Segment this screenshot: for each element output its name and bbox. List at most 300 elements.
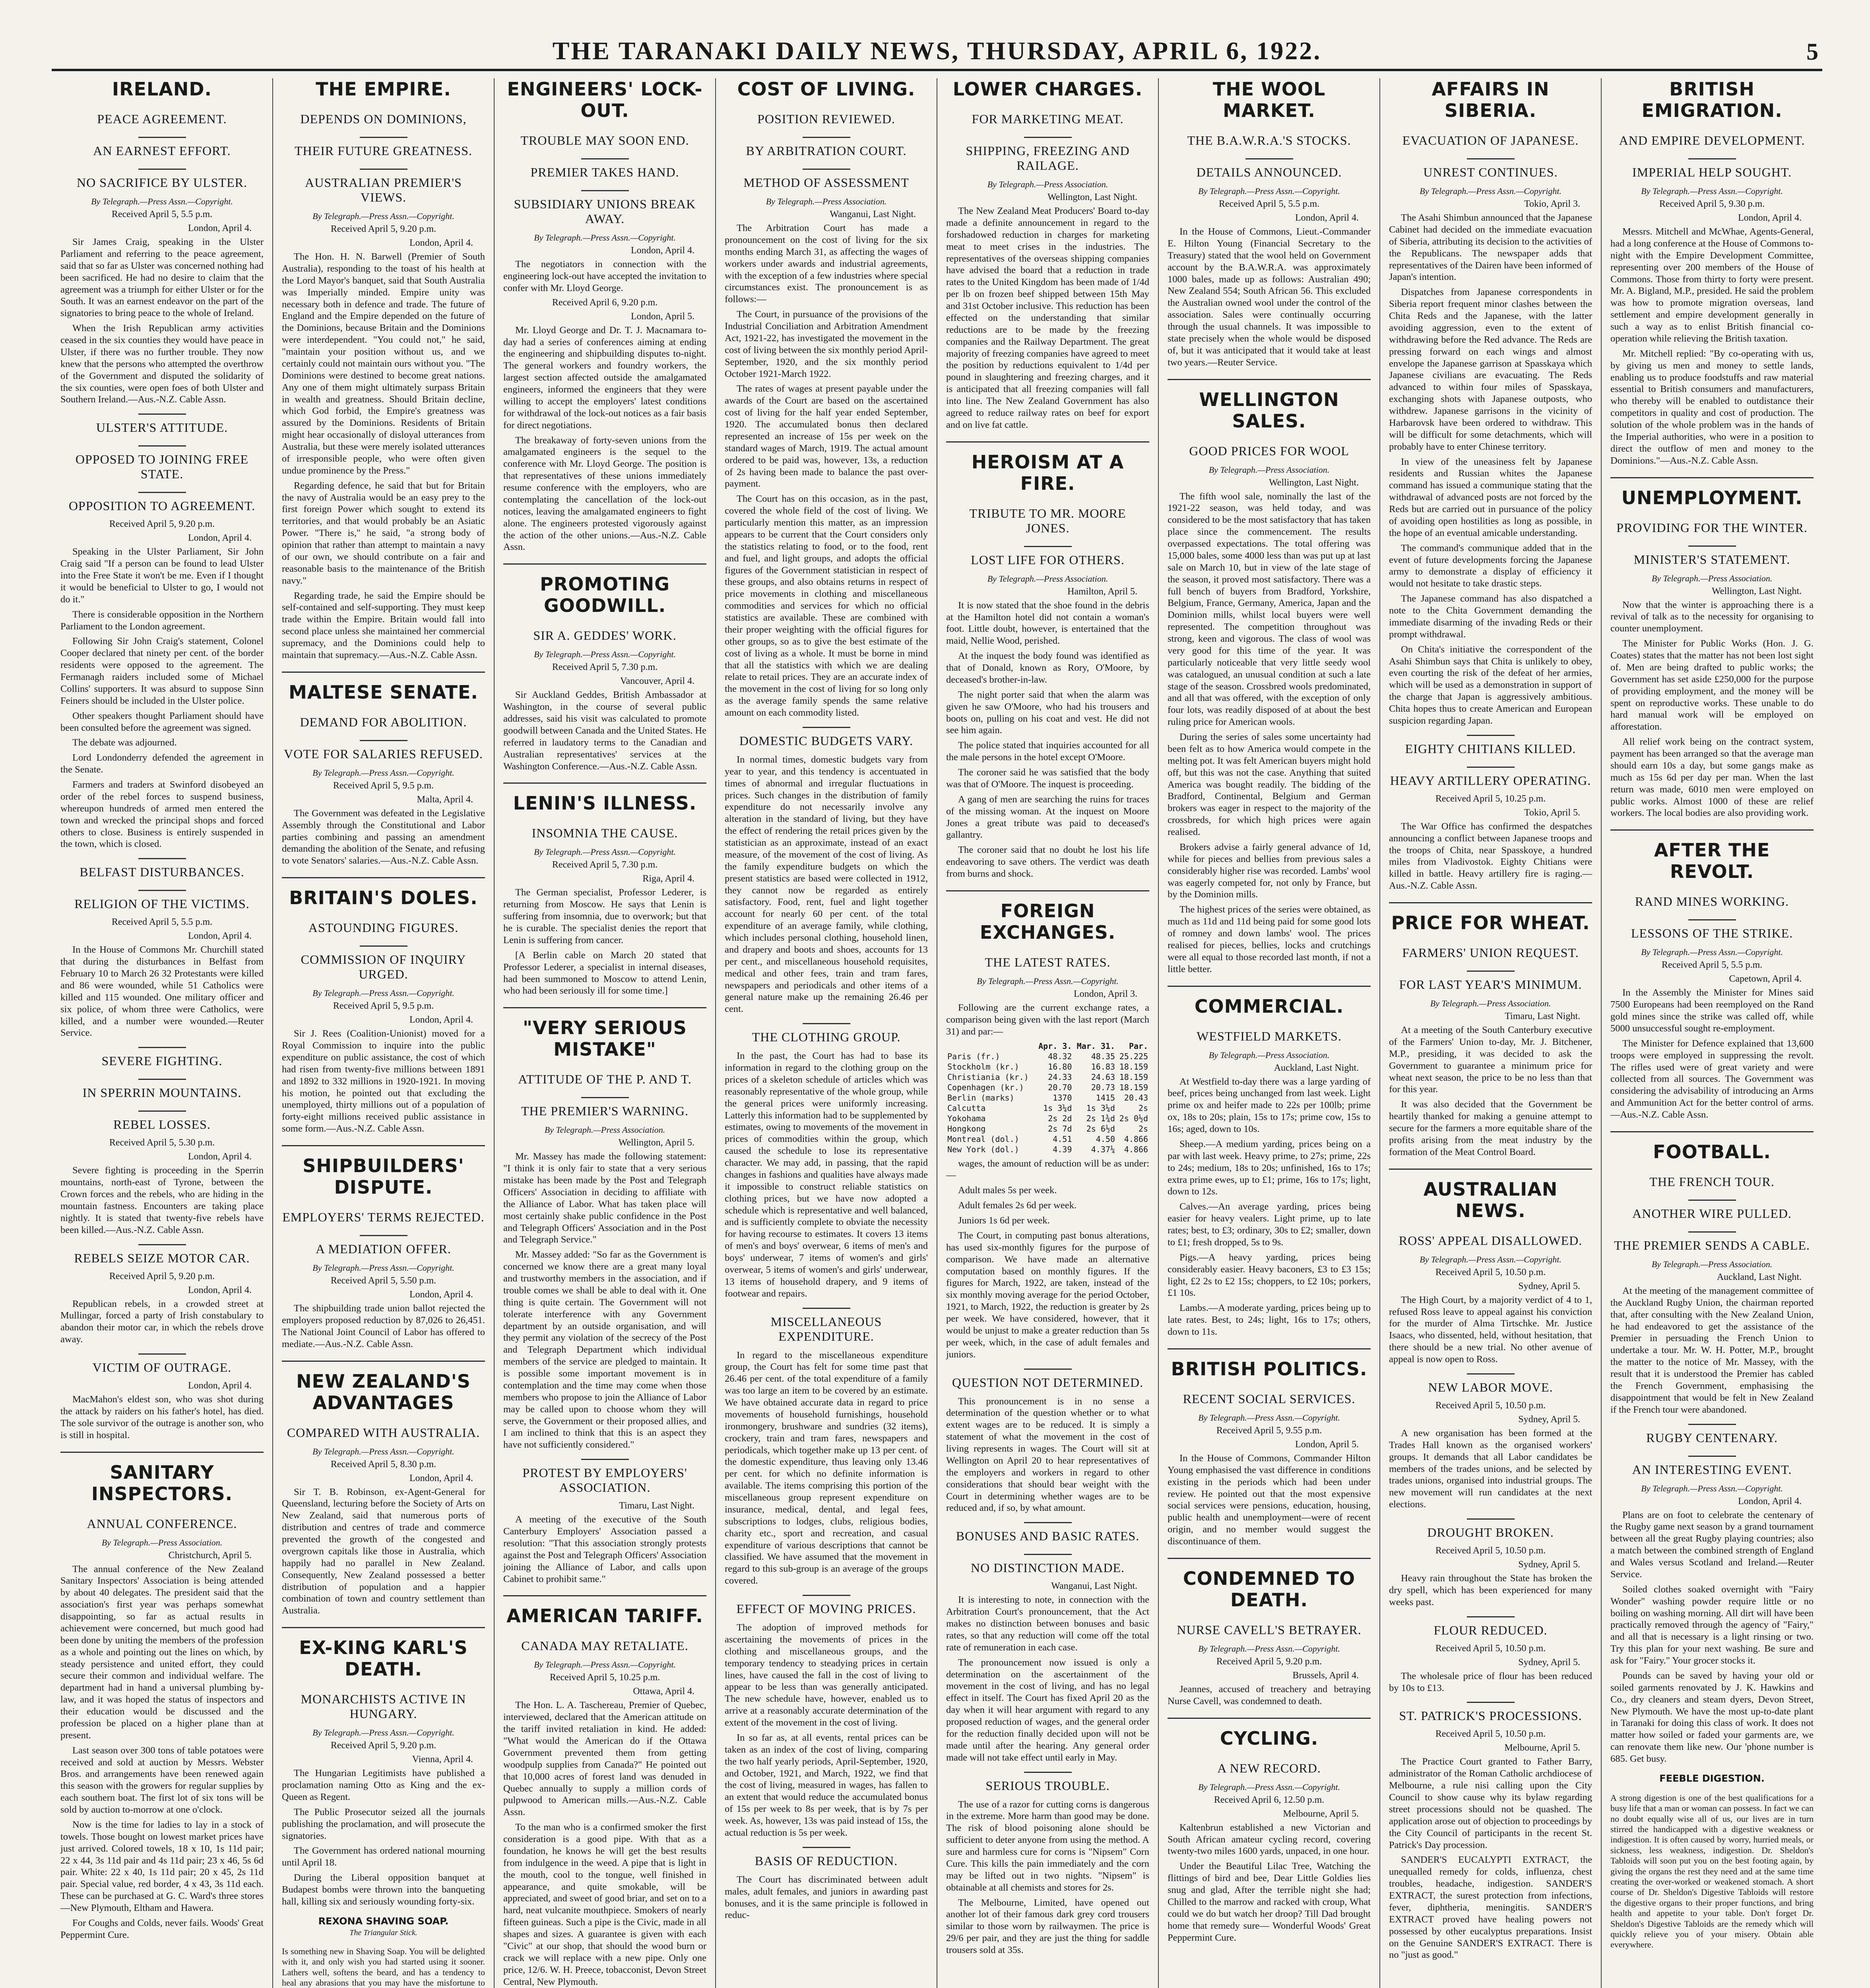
table-cell: 2s 7d	[1048, 1124, 1072, 1134]
received-line: Received April 5, 9.20 p.m.	[109, 1271, 215, 1281]
subheading: BONUSES AND BASIC RATES.	[946, 1517, 1149, 1543]
subheading: REBEL LOSSES.	[60, 1106, 264, 1132]
subheading: SIR A. GEDDES' WORK.	[533, 628, 677, 643]
article-headline: LENIN'S ILLNESS.	[513, 792, 697, 814]
body-paragraph: The Hon. L. A. Taschereau, Premier of Quebec, interviewed, declared that the American attitude on the tariff invited retaliation in kind. He added: "What would the American do if the Ottawa Government prevented them from getting woodpulp supplies from Canada?" He pointed out that 10,000 acres of forest land was denuded in Quebec annually to supply a million cords of pulpwood to American mills.—Aus.-N.Z. Cable Assn.	[503, 1700, 706, 1818]
received-line: Received April 5, 9.20 p.m.	[330, 1740, 436, 1751]
body-paragraph: Mr. Lloyd George and Dr. T. J. Macnamara to-day had a series of conferences aiming at ending the engineering and shipbuilding disputes to-night. The general workers and foundry workers, the largest section affected outside the amalgamated engineers, informed the engineers that they were willing to accept the employers' latest conditions for withdrawal of the lock-out notices as a fair basis for direct negotiations.	[503, 324, 706, 431]
dateline: Wellington, Last Night.	[1047, 192, 1137, 202]
dateline: Sydney, April 5.	[1518, 1414, 1580, 1425]
received-line: Received April 5, 9.20 p.m.	[1216, 1656, 1322, 1667]
article-headline: HEROISM AT A FIRE.	[971, 451, 1124, 494]
body-paragraph: The Government was defeated in the Legislative Assembly through the Constitutional and Labor parties combining and passing an amendment demanding the abolition of the Senate, and refusing to vote Senators' salaries.—Aus.-N.Z. Cable Assn.	[282, 808, 485, 866]
body-paragraph: The rates of wages at present payable under the awards of the Court are based on the ascertained cost of living for the half year ended September, 1920. The accumulated bonus then declared represented an increase of 15s per week on the standard wages of March, 1919. The actual amount ordered to be paid was, however, 13s, a reduction of 2s having been made to balance the past over-payment.	[725, 383, 928, 489]
article-headline: CYCLING.	[1220, 1727, 1319, 1749]
body-paragraph: At the meeting of the management committee of the Auckland Rugby Union, the chairman reported that, after consulting with the New Zealand Union, he had endeavored to get the assistance of the Premier in persuading the French Union to undertake a tour. Mr. W. H. Potter, M.P., brought the matter to the notice of Mr. Massey, with the result that it is understood the Premier has cabled the French Government, emphasising the disappointment that would be felt in New Zealand if the French tour were abandoned.	[1610, 1285, 1814, 1415]
body-paragraph: When the Irish Republican army activities ceased in the six counties they would have peace in Ulster, if there was no further trouble. They now knew that the persons who attempted the overthrow of the Government and disputed the solidarity of the six counties, were open foes of both Ulster and Southern Ireland.—Aus.-N.Z. Cable Assn.	[60, 323, 264, 405]
dateline: Timaru, Last Night.	[619, 1501, 694, 1511]
body-paragraph: Soiled clothes soaked overnight with "Fairy Wonder" washing powder require little or no boiling on washing morning. All dirt will have been practically removed through the agency of "Fairy," and all that is necessary is a light rinsing or two. Try this plan for your next washing. Be sure and ask for "Fairy." Your grocer stocks it.	[1610, 1584, 1814, 1666]
body-paragraph: The coroner said he was satisfied that the body was that of O'Moore. The inquest is proceeding.	[946, 767, 1149, 790]
body-paragraph: Lord Londonderry defended the agreement in the Senate.	[60, 752, 264, 775]
subheading: COMMISSION OF INQUIRY URGED.	[282, 941, 485, 982]
table-row	[946, 1144, 1149, 1155]
body-paragraph: A gang of men are searching the ruins for traces of the missing woman. At the inquest on Moore Jones a great tribute was paid to deceased's gallantry.	[946, 794, 1149, 841]
body-paragraph: Republican rebels, in a crowded street at Mullingar, forced a party of Irish constabulary to abandon their motor car, in which the rebels drove away.	[60, 1298, 264, 1345]
table-cell: Calcutta	[947, 1103, 986, 1113]
dateline: London, April 4.	[1738, 213, 1802, 223]
body-paragraph: In so far as, at all events, rental prices can be taken as an index of the cost of living, comparing the two half yearly periods, April-September, 1920, and October, 1921, and March, 1922, we find that the cost of living, measured in wages, has fallen to an extent that would reduce the accumulated bonus of 15s per week to 8s per week, that is by 7s per week. As, however, 13s was paid instead of 15s, the actual reduction is 5s per week.	[725, 1732, 928, 1838]
article	[946, 78, 1149, 431]
table-cell: 18.159	[1119, 1072, 1148, 1082]
table-cell: New York (dol.)	[947, 1144, 1019, 1154]
subheading: SHIPPING, FREEZING AND RAILAGE.	[946, 132, 1149, 173]
dateline: London, April 3.	[1074, 988, 1137, 999]
article	[503, 78, 706, 553]
article	[503, 1595, 706, 1988]
body-paragraph: Adult males 5s per week.	[958, 1185, 1057, 1196]
article	[1389, 78, 1592, 892]
table-row	[946, 1062, 1149, 1072]
table-cell: 2s 1¾d	[1086, 1113, 1115, 1123]
dateline: Auckland, Last Night.	[1274, 1062, 1359, 1073]
article	[503, 563, 706, 772]
table-row	[946, 1072, 1149, 1082]
subheading: RUGBY CENTENARY.	[1610, 1419, 1814, 1445]
body-paragraph: The wholesale price of flour has been reduced by 10s to £13.	[1389, 1670, 1592, 1693]
table-cell: 18.159	[1119, 1082, 1148, 1092]
article	[1610, 1131, 1814, 1950]
column-header: Apr. 3.	[1038, 1041, 1072, 1051]
table-cell: 20.70	[1048, 1082, 1072, 1092]
body-paragraph: During the series of sales some uncertainty had been felt as to how America would compete in the melting pot. It was felt American buyers might hold off, but this was not the case. Anything that suited America was bought readily. The bidding of the Bradford, Continental, Belgium and German brokers was eager in respect to the majority of the crossbreds, for which high prices were again realised.	[1168, 732, 1371, 837]
subheading: DROUGHT BROKEN.	[1389, 1514, 1592, 1540]
advert-title: FEEBLE DIGESTION.	[1659, 1773, 1765, 1784]
subheading: DOMESTIC BUDGETS VARY.	[725, 722, 928, 748]
body-paragraph: Sheep.—A medium yarding, prices being on a par with last week. Heavy prime, to 27s; prime, 22s to 24s; medium, 18s to 20s; unfinished, 16s to 17s; extra prime ewes, up to £1; prime, 16s to 17s; light, down to 12s.	[1168, 1138, 1371, 1197]
column-1	[52, 78, 273, 1988]
subheading: BASIS OF REDUCTION.	[725, 1842, 928, 1868]
dateline: London, April 4.	[1738, 1496, 1802, 1507]
article-headline: AFTER THE REVOLT.	[1654, 839, 1770, 883]
received-line: Received April 6, 12.50 p.m.	[1214, 1794, 1325, 1805]
body-paragraph: To the man who is a confirmed smoker the first consideration is a good pipe. With that as a foundation, he knows he will get the best results from indulgence in the weed. A pipe that is light in the mouth, cool to the tongue, well finished in appearance, and quite smokable, will be appreciated, and sweet of good briar, and set on to a hard, neat vulcanite mouthpiece. Smokers of nearly fifteen guineas. Such a pipe is the Civic, made in all shapes and sizes. A guarantee is given with each "Civic" at our shop, that should the wood burn or crack we will replace with a new pipe. Only one price, 12/6. W. H. Preece, tobacconist, Devon Street Central, New Plymouth.	[503, 1822, 706, 1987]
body-paragraph: Farmers and traders at Swinford disobeyed an order of the rebel forces to suspend business, whereupon hundreds of armed men entered the town and wrecked the principal shops and forced others to close. Business is entirely suspended in the town, which is closed.	[60, 779, 264, 850]
subheading: FARMERS' UNION REQUEST.	[1402, 945, 1579, 960]
dateline: Wanganui, Last Night.	[830, 209, 916, 219]
subheading: UNREST CONTINUES.	[1389, 153, 1592, 180]
column-header: Par.	[1129, 1041, 1148, 1051]
body-paragraph: wages, the amount of reduction will be as under:—	[946, 1158, 1149, 1181]
dateline: London, April 4.	[409, 1473, 473, 1483]
subheading: RELIGION OF THE VICTIMS.	[60, 885, 264, 911]
received-line: Received April 5, 9.5 p.m.	[333, 1001, 434, 1011]
received-line: Received April 5, 10.25 p.m.	[1435, 793, 1546, 804]
subheading: DEMAND FOR ABOLITION.	[300, 714, 467, 729]
table-cell: 2s 0½d	[1119, 1113, 1148, 1123]
subheading: FLOUR REDUCED.	[1389, 1611, 1592, 1638]
wire-credit: By Telegraph.—Press Association.	[1430, 998, 1551, 1008]
dateline: Riga, April 4.	[642, 874, 694, 884]
body-paragraph: The Minister for Defence explained that 13,600 troops were employed in suppressing the revolt. The rifles used were of great variety and were collected from all sources. The Government was considering the advisability of introducing an Arms and Ammunition Act for the better control of arms.—Aus.-N.Z. Cable Assn.	[1610, 1038, 1814, 1120]
subheading: A MEDIATION OFFER.	[282, 1230, 485, 1256]
dateline: Malta, April 4.	[417, 794, 473, 805]
subheading: HEAVY ARTILLERY OPERATING.	[1389, 762, 1592, 788]
body-paragraph: All relief work being on the contract system, payment has been arranged so that the average man should earn 10s a day, but some gangs make as much as 15s 6d per day per man. When the last return was made, 6010 men were employed on public works. Almost 1000 of these are relief workers. The local bodies are also providing work.	[1610, 736, 1814, 819]
subheading: IMPERIAL HELP SOUGHT.	[1610, 153, 1814, 180]
table-cell: 1370	[1053, 1093, 1072, 1103]
body-paragraph: In normal times, domestic budgets vary from year to year, and this tendency is accentuated in times of abnormal and irregular fluctuations in prices. Such changes in the distribution of family expenditure do not necessarily involve any alteration in the standard of living, but they have the effect of rendering the retail prices given by the statistician as an approximate, instead of an exact measure, of the movement of the cost of living. As the family expenditure budgets on which the present statistics are based were collected in 1912, they cannot now be regarded as entirely satisfactory. Food, rent, fuel and light together account for nearly 60 per cent. of the total expenditure of an average family, while clothing, which includes personal clothing, household linen, and drapery and boots and shoes, accounts for 13 per cent., and miscellaneous household requisites, medical and other fees, train and tram fares, newspapers and periodicals and other items of a general nature make up the remaining 26.46 per cent.	[725, 754, 928, 1015]
table-cell: 1415	[1096, 1093, 1115, 1103]
body-paragraph: Regarding trade, he said the Empire should be self-contained and self-supporting. They must keep trade within the Empire. Britain would fall into second place unless she maintained her commercial supremacy, and the Dominions could help to maintain that supremacy.—Aus.-N.Z. Cable Assn.	[282, 590, 485, 660]
dateline: Capetown, April 4.	[1729, 974, 1802, 984]
column-5	[937, 78, 1159, 1988]
subheading: NO DISTINCTION MADE.	[946, 1549, 1149, 1575]
body-paragraph: The Asahi Shimbun announced that the Japanese Cabinet had decided on the immediate evacuation of Siberia, attributing its decision to the activities of the Republicans. The newspaper adds that representatives of the Dairen have been informed of Japan's intention.	[1389, 212, 1592, 283]
article-headline: BRITISH EMIGRATION.	[1641, 78, 1783, 121]
body-paragraph: Now is the time for ladies to lay in a stock of towels. Those bought on lowest market prices have just arrived. Colored towels, 18 x 10, 1s 11d pair; 22 x 44, 3s 11d pair and 4s 11d pair; 23 x 46, 5s 6d pair. White: 22 x 40, 1s 11d pair; 20 x 45, 2s 11d pair. Special value, red border, 4 x 43, 3s 11d each. These can be purchased at G. C. Ward's three stores—New Plymouth, Eltham and Hawera.	[60, 1819, 264, 1913]
received-line: Received April 5, 10.50 p.m.	[1435, 1267, 1546, 1277]
body-paragraph: The debate was adjourned.	[72, 737, 177, 748]
table-cell: 2s	[1138, 1103, 1148, 1113]
subheading: VICTIM OF OUTRAGE.	[60, 1349, 264, 1375]
column-3	[495, 78, 716, 1988]
article	[1610, 477, 1814, 819]
table-header-row	[946, 1041, 1149, 1051]
body-paragraph: Heavy rain throughout the State has broken the dry spell, which has been experienced for many weeks past.	[1389, 1573, 1592, 1607]
table-row	[946, 1124, 1149, 1134]
received-line: Received April 5, 7.30 p.m.	[552, 860, 658, 870]
article-headline: LOWER CHARGES.	[952, 78, 1143, 100]
subheading: TROUBLE MAY SOON END.	[520, 133, 689, 148]
subheading: ULSTER'S ATTITUDE.	[60, 409, 264, 435]
subheading: MISCELLANEOUS EXPENDITURE.	[725, 1303, 928, 1344]
dateline: London, April 4.	[409, 1015, 473, 1025]
article-headline: FOREIGN EXCHANGES.	[980, 900, 1116, 943]
received-line: Received April 5, 5.30 p.m.	[109, 1138, 215, 1148]
body-paragraph: The command's communique added that in the event of future developments forcing the Japanese army to demonstrate a display of efficiency it would not hesitate to take drastic steps.	[1389, 542, 1592, 589]
subheading: ANNUAL CONFERENCE.	[87, 1516, 237, 1531]
article	[282, 672, 485, 867]
body-paragraph: Pigs.—A heavy yarding, prices being considerably easier. Heavy baconers, £3 to £3 15s; light, £2 2s to £2 15s; choppers, to £2 10s; porkers, £1 10s.	[1168, 1252, 1371, 1299]
wire-credit: By Telegraph.—Press Association.	[101, 1537, 223, 1547]
body-paragraph: In the Assembly the Minister for Mines said 7500 Europeans had been reemployed on the Rand gold mines since the strike was called off, while 5000 unsuccessful sought re-employment.	[1610, 987, 1814, 1034]
table-cell: Yokohama	[947, 1113, 986, 1123]
subheading: THE LATEST RATES.	[985, 955, 1111, 969]
body-paragraph: The Practice Court granted to Father Barry, administrator of the Roman Catholic archdiocese of Melbourne, a rule nisi calling upon the City Council to show cause why its bylaw regarding street processions should not be quashed. The application arose out of objection to proceedings by the City Council of participants in the recent St. Patrick's Day procession.	[1389, 1756, 1592, 1850]
subheading: OPPOSITION TO AGREEMENT.	[60, 487, 264, 513]
body-paragraph: The annual conference of the New Zealand Sanitary Inspectors' Association is being attended by about 40 delegates. The president said that the association's first year was perhaps somewhat disappointing, so far as actual results in achievement were concerned, but much good had been done by uniting the members of the profession as a whole and pointing out the lines on which, by steady persistence and united effort, they could secure their common and individual welfare. The department had in hand a universal plumbing by-law, and it was hoped the status of inspectors and their education would be discussed and the profession be placed on a higher plane than at present.	[60, 1563, 264, 1741]
table-row	[946, 1113, 1149, 1124]
article-headline: AFFAIRS IN SIBERIA.	[1432, 78, 1550, 121]
subheading: EVACUATION OF JAPANESE.	[1402, 133, 1579, 148]
article-headline: ENGINEERS' LOCK-OUT.	[507, 78, 703, 121]
article	[1610, 829, 1814, 1121]
body-paragraph: During the Liberal opposition banquet at Budapest bombs were thrown into the banqueting hall, killing six and seriously wounding forty-six.	[282, 1872, 485, 1907]
table-row	[946, 1082, 1149, 1093]
body-paragraph: Severe fighting is proceeding in the Sperrin mountains, north-east of Tyrone, between the Crown forces and the rebels, who are hiding in the mountain fastness. Encounters are taking place nightly. It is stated that twenty-five rebels have been killed.—Aus.-N.Z. Cable Assn.	[60, 1165, 264, 1235]
subheading: METHOD OF ASSESSMENT	[725, 164, 928, 190]
wire-credit: By Telegraph.—Press Assn.—Copyright.	[534, 847, 676, 857]
body-paragraph: The adoption of improved methods for ascertaining the movements of prices in the clothing and miscellaneous groups, and the temporary tendency to steadying prices in certain lines, have caused the fall in the cost of living to appear to be less than was generally anticipated. The new schedule have, however, enabled us to arrive at a reasonably accurate determination of the extent of the movement in the cost of living.	[725, 1622, 928, 1728]
wire-credit: By Telegraph.—Press Assn.—Copyright.	[312, 1446, 454, 1456]
table-cell: 20.43	[1124, 1093, 1148, 1103]
subheading: SERIOUS TROUBLE.	[946, 1767, 1149, 1793]
wire-credit: By Telegraph.—Press Association.	[1209, 464, 1330, 475]
table-cell: 2s 6½d	[1086, 1124, 1115, 1134]
received-line: Received April 5, 10.50 p.m.	[1435, 1400, 1546, 1411]
table-cell: 4.51	[1053, 1134, 1072, 1144]
table-cell: 18.159	[1119, 1062, 1148, 1072]
received-line: Received April 6, 9.20 p.m.	[552, 297, 658, 308]
body-paragraph: The Arbitration Court has made a pronouncement on the cost of living for the six months ending March 31, as affecting the wages of workers under awards and industrial agreements, with the exception of a few industries where special circumstances exist. The pronouncement is as follows:—	[725, 223, 928, 305]
body-paragraph: Brokers advise a fairly general advance of 1d, while for pieces and bellies from previous sales a considerably higher rise was recorded. Lambs' wool was eagerly competed for, not only by France, but by the Dominion mills.	[1168, 841, 1371, 900]
dateline: London, April 4.	[409, 238, 473, 248]
subheading: INSOMNIA THE CAUSE.	[532, 826, 678, 841]
table-cell: Christiania (kr.)	[947, 1072, 1029, 1082]
table-row	[946, 1134, 1149, 1144]
received-line: Received April 5, 10.50 p.m.	[1435, 1729, 1546, 1740]
subheading: TRIBUTE TO MR. MOORE JONES.	[969, 506, 1126, 535]
subheading: LOST LIFE FOR OTHERS.	[946, 541, 1149, 567]
article	[282, 1361, 485, 1617]
article	[1168, 986, 1371, 1338]
dateline: Melbourne, April 5.	[1504, 1743, 1580, 1753]
table-row	[946, 1051, 1149, 1062]
subheading: POSITION REVIEWED.	[757, 112, 895, 126]
body-paragraph: In the House of Commons, Commander Hilton Young emphasised the vast difference in conditions existing in the periods which had been under review. He pointed out that the most expensive social services were pensions, education, housing, public health and unemployment—were of recent origin, and no member would suggest the discontinuance of them.	[1168, 1452, 1371, 1547]
article	[60, 78, 264, 1441]
body-paragraph: The night porter said that when the alarm was given he saw O'Moore, who had his trousers and boots on, pulling on his coat and vest. He did not see him again.	[946, 689, 1149, 736]
wire-credit: By Telegraph.—Press Assn.—Copyright.	[1198, 1643, 1340, 1654]
subheading: SEVERE FIGHTING.	[60, 1042, 264, 1068]
body-paragraph: Pounds can be saved by having your old or soiled garments renovated by J. K. Hawkins and Co., dry cleaners and steam dyers, Devon Street, New Plymouth. We have the most up-to-date plant in Taranaki for doing this class of work. It does not matter how soiled or faded your garments are, we can renovate them like new. Our 'phone number is 685. Get busy.	[1610, 1670, 1814, 1764]
article	[282, 1627, 485, 1988]
body-paragraph: Now that the winter is approaching there is a revival of talk as to the necessity for organising to counter unemployment.	[1610, 599, 1814, 634]
article-headline: COST OF LIVING.	[737, 78, 916, 100]
column-container	[52, 78, 1822, 1988]
table-row	[946, 1103, 1149, 1113]
body-paragraph: Lambs.—A moderate yarding, prices being up to late rates. Best, to 24s; light, 16s to 17s; others, down to 11s.	[1168, 1303, 1371, 1337]
subheading: DETAILS ANNOUNCED.	[1168, 153, 1371, 180]
subheading: PEACE AGREEMENT.	[97, 112, 227, 126]
article-headline: THE WOOL MARKET.	[1212, 78, 1326, 121]
body-paragraph: Sir J. Rees (Coalition-Unionist) moved for a Royal Commission to inquire into the public expenditure on public assistance, the cost of which had risen from twenty-five millions between 1891 and 1892 to 332 millions in 1920-1921. In moving his motion, he pointed out that excluding the unemployed, thirty millions out of a population of forty-eight millions received public assistance in some form.—Aus.-N.Z. Cable Assn.	[282, 1028, 485, 1134]
received-line: Received April 5, 9.20 p.m.	[109, 519, 215, 530]
body-paragraph: At a meeting of the South Canterbury executive of the Farmers' Union to-day, Mr. J. Bitchener, M.P., presiding, it was decided to ask the Government to guarantee a minimum price for wheat next season, the price to be no less than that for this year.	[1389, 1025, 1592, 1095]
article	[282, 1145, 485, 1350]
article	[1389, 902, 1592, 1158]
subheading: OPPOSED TO JOINING FREE STATE.	[60, 441, 264, 481]
body-paragraph: The Government has ordered national mourning until April 18.	[282, 1845, 485, 1868]
body-paragraph: In view of the uneasiness felt by Japanese residents and Russian whites the Japanese command has issued a communique stating that the withdrawal of advanced posts are not forced by the Reds but are carried out in pursuance of the policy of avoiding open hostilities as long as possible, in the hope of an eventual amicable understanding.	[1389, 456, 1592, 538]
dateline: London, April 4.	[188, 931, 252, 942]
body-paragraph: The coroner said that no doubt he lost his life endeavoring to save others. The verdict was death from burns and shock.	[946, 845, 1149, 879]
subheading: RAND MINES WORKING.	[1635, 894, 1789, 909]
wire-credit: By Telegraph.—Press Association.	[987, 573, 1108, 584]
wire-credit: By Telegraph.—Press Assn.—Copyright.	[312, 1263, 454, 1273]
subheading: AN EARNEST EFFORT.	[60, 132, 264, 158]
subheading: CANADA MAY RETALIATE.	[521, 1639, 689, 1653]
body-paragraph: Under the Beautiful Lilac Tree, Watching the flittings of bird and bee, Dear Little Goldies lies snug and glad, After the terrible night she had; Chilled to the marrow and racked with croup, What could we do but watch her droop? Till Dad brought home that remedy sure— Wonderful Woods' Great Peppermint Cure.	[1168, 1861, 1371, 1943]
article-headline: BRITISH POLITICS.	[1171, 1358, 1368, 1380]
column-8	[1602, 78, 1822, 1988]
body-paragraph: SANDER'S EUCALYPTI EXTRACT, the unequalled remedy for colds, influenza, chest troubles, headache, indigestion. SANDER'S EXTRACT, the surest protection from infections, fever, diphtheria, meningitis. SANDER'S EXTRACT proved have healing powers not possessed by other eucalyptus preparations. Insist on the Genuine SANDER'S EXTRACT. There is no "just as good."	[1389, 1854, 1592, 1961]
article	[503, 1007, 706, 1585]
article	[1168, 1348, 1371, 1547]
body-paragraph: The Hungarian Legitimists have published a proclamation naming Otto as King and the ex-Queen as Regent.	[282, 1768, 485, 1802]
body-paragraph: Mr. Mitchell replied: "By co-operating with us, by giving us men and money to settle lands, enabling us to produce foodstuffs and raw material essential to British consumers and manufacturers, who thereby will be enabled to outdistance their competitors in quality and cost of production. The solution of the whole problem was in the hands of the Imperial authorities, who were in a position to direct the outflow of men and money to the Dominions."—Aus.-N.Z. Cable Assn.	[1610, 348, 1814, 466]
article-headline: MALTESE SENATE.	[289, 681, 478, 703]
dateline: Vancouver, April 4.	[620, 676, 694, 687]
body-paragraph: At the inquest the body found was identified as that of Donald, known as Rory, O'Moore, by deceased's brother-in-law.	[946, 650, 1149, 685]
subheading: THE CLOTHING GROUP.	[725, 1018, 928, 1044]
body-paragraph: Juniors 1s 6d per week.	[958, 1215, 1050, 1226]
table-cell: 4.866	[1124, 1144, 1148, 1154]
received-line: Received April 5, 7.30 p.m.	[552, 662, 658, 673]
subheading: EIGHTY CHITIANS KILLED.	[1389, 730, 1592, 756]
body-paragraph: Last season over 300 tons of table potatoes were received and sold at auction by Messrs. Webster Bros. and arrangements have been renewed again this season with the growers for regular supplies by each southern boat. The first lot of six tons will be sold by auction to-morrow at one o'clock.	[60, 1745, 264, 1815]
wire-credit: By Telegraph.—Press Association.	[766, 196, 887, 206]
body-paragraph: Sir James Craig, speaking in the Ulster Parliament and referring to the peace agreement, said that so far as Ulster was concerned nothing had been sacrificed. He had no desire to claim that the agreement was a triumph for either Ulster or for the South. It was an earnest endeavor on the part of the signatories to bring peace to the whole of Ireland.	[60, 237, 264, 319]
table-cell: Hongkong	[947, 1124, 986, 1134]
advert-subtitle: The Triangular Stick.	[349, 1928, 417, 1937]
body-paragraph: It was also decided that the Government be heartily thanked for making a genuine attempt to secure for the farmers a more equitable share of the profits arising from the meat industry by the formation of the Meat Control Board.	[1389, 1099, 1592, 1157]
wire-credit: By Telegraph.—Press Association.	[1651, 1259, 1773, 1269]
table-cell: Stockholm (kr.)	[947, 1062, 1019, 1072]
subheading: THE FRENCH TOUR.	[1649, 1174, 1775, 1189]
dateline: London, April 5.	[631, 311, 694, 322]
body-paragraph: The Court has on this occasion, as in the past, covered the whole field of the cost of living. We particularly mention this matter, as an impression appears to be current that the Court considers only the statistics relating to food, or to the food, rent and fuel, and light groups, and adopts the official figures of the Government statistician in respect of these groups, and also obtains returns in respect of price movements in clothing and miscellaneous commodities and services for which no official statistics are available. These are combined with their proper weighting with the official figures for other groups, so as to give the best estimate of the cost of living as a whole. It must be borne in mind that all the statistics with which we are dealing relate to retail prices. They are an accurate index of the movement in the cost of living for so long only as the average family spends the same relative amount on each commodity listed.	[725, 493, 928, 718]
body-paragraph: There is considerable opposition in the Northern Parliament to the London agreement.	[60, 609, 264, 632]
table-cell: 24.63	[1091, 1072, 1115, 1082]
subheading: NO SACRIFICE BY ULSTER.	[60, 164, 264, 190]
article-headline: COMMERCIAL.	[1194, 995, 1344, 1017]
subheading: MINISTER'S STATEMENT.	[1610, 541, 1814, 567]
subheading: ANOTHER WIRE PULLED.	[1610, 1195, 1814, 1221]
body-paragraph: The Court, in pursuance of the provisions of the Industrial Conciliation and Arbitration Amendment Act, 1921-22, has investigated the movement in the cost of living between the six monthly period April-September, 1920, and the six monthly period October 1921-March 1922.	[725, 309, 928, 379]
wire-credit: By Telegraph.—Press Association.	[987, 179, 1108, 189]
subheading: LESSONS OF THE STRIKE.	[1610, 914, 1814, 941]
wire-credit: By Telegraph.—Press Association.	[544, 1125, 665, 1135]
wire-credit: By Telegraph.—Press Assn.—Copyright.	[1420, 186, 1562, 196]
table-cell: 48.32	[1048, 1051, 1072, 1061]
received-line: Received April 5, 8.30 p.m.	[330, 1459, 436, 1470]
subheading: ATTITUDE OF THE P. AND T.	[518, 1072, 692, 1087]
article	[725, 78, 928, 1921]
article-headline: EX-KING KARL'S DEATH.	[299, 1637, 468, 1680]
article	[946, 441, 1149, 880]
dateline: London, April 4.	[188, 1151, 252, 1162]
wire-credit: By Telegraph.—Press Assn.—Copyright.	[312, 211, 454, 221]
article-headline: WELLINGTON SALES.	[1199, 388, 1339, 432]
received-line: Received April 5, 9.20 p.m.	[330, 224, 436, 234]
dateline: Sydney, April 5.	[1518, 1281, 1580, 1291]
body-paragraph: The New Zealand Meat Producers' Board to-day made a definite announcement in regard to the forshadowed reduction in charges for marketing meat to meet crises in the industries. The representatives of the overseas shipping companies have advised the board that a reduction in trade rates to the United Kingdom has been made of 1/4d per lb on frozen beef shipped between 15th May and 31st October inclusive. This reduction has been effected on the understanding that similar reductions are to be made by the freezing companies and the Railway Department. The great majority of freezing companies have agreed to meet the position by reductions equivalent to 1/4d per pound in slaughtering and freezing charges, and it is anticipated that all freezing companies will fall into line. The New Zealand Government has also agreed to reduce railway rates on beef for export and on live fat cattle.	[946, 206, 1149, 430]
wire-credit: By Telegraph.—Press Assn.—Copyright.	[1198, 186, 1340, 196]
body-paragraph: In the House of Commons, Lieut.-Commander E. Hilton Young (Financial Secretary to the Treasury) stated that the wool held on Government account by the B.A.W.R.A. was approximately 1000 bales, made up as follows: Australian 490; New Zealand 554; South African 56. This excluded the Australian owned wool under the control of the association. Sales were continually occurring through the usual channels. It was impossible to state precisely when the whole would be disposed of, but it was anticipated that it would take at least two years.—Reuter Service.	[1168, 226, 1371, 368]
advert-title: REXONA SHAVING SOAP.	[318, 1915, 449, 1927]
wire-credit: By Telegraph.—Press Association.	[1651, 573, 1773, 583]
subheading: FOR LAST YEAR'S MINIMUM.	[1389, 966, 1592, 992]
subheading: VOTE FOR SALARIES REFUSED.	[282, 735, 485, 761]
dateline: Melbourne, April 5.	[1283, 1808, 1359, 1819]
subheading: THEIR FUTURE GREATNESS.	[282, 132, 485, 158]
article-headline: BRITAIN'S DOLES.	[289, 887, 478, 909]
subheading: THE PREMIER SENDS A CABLE.	[1610, 1227, 1814, 1253]
body-paragraph: In regard to the miscellaneous expenditure group, the Court has felt for some time past that 26.46 per cent. of the total expenditure of a family was too large an item to be covered by an estimate. We have obtained accurate data in regard to price movements of household furnishings, household ironmongery, brushware and sundries (32 items), crockery, train and tram fares, newspapers and periodicals, which together make up 13 per cent. of the domestic expenditure, thus leaving only 13.46 per cent. for which no definite information is available. The items comprising this portion of the miscellaneous group represent expenditure on insurance, medical, dental, and legal fees, subscriptions to lodges, clubs, religious bodies, charity etc., sport and recreation, and casual expenditure of various descriptions that cannot be classified. We have assumed that the movement in regard to this sub-group is an average of the groups covered.	[725, 1349, 928, 1586]
dateline: London, April 5.	[1295, 1439, 1359, 1450]
article-headline: SHIPBUILDERS' DISPUTE.	[303, 1155, 464, 1198]
subheading: A NEW RECORD.	[1217, 1761, 1321, 1775]
received-line: Received April 5, 5.50 p.m.	[330, 1276, 436, 1286]
table-cell: 24.33	[1048, 1072, 1072, 1082]
subheading: DEPENDS ON DOMINIONS,	[300, 112, 467, 126]
wire-credit: By Telegraph.—Press Assn.—Copyright.	[312, 767, 454, 778]
subheading: GOOD PRICES FOR WOOL	[1189, 443, 1349, 458]
wire-credit: By Telegraph.—Press Assn.—Copyright.	[1198, 1782, 1340, 1792]
table-cell: 20.73	[1091, 1082, 1115, 1092]
received-line: Received April 5, 5.5 p.m.	[111, 917, 213, 928]
body-paragraph: Dispatches from Japanese correspondents in Siberia report frequent minor clashes between the Chita Reds and the Japanese, with the latter avoiding aggression, even to the extent of withdrawing before the Red advance. The Reds are pressing forward on each wings and almost envelope the Japanese garrison at Spasskaya which Japanese civilians are evacuating. The Reds advanced to within four miles of Spasskaya, exchanging shots with Japanese outposts, who withdrew. Japanese garrisons in the vicinity of Harbarovsk have been ordered to withdraw. This will be difficult for some detachments, which will probably have to enter Chinese territory.	[1389, 287, 1592, 452]
wire-credit: By Telegraph.—Press Assn.—Copyright.	[534, 233, 676, 243]
received-line: Received April 5, 10.25 p.m.	[549, 1672, 660, 1683]
body-paragraph: The fifth wool sale, nominally the last of the 1921-22 season, was held today, and was considered to be the most satisfactory that has taken place since the commencement. The results overpassed expectations. The total offering was 15,000 bales, some 4000 less than was put up at last sale on March 10, but in view of the late stage of the season, it proved most satisfactory. There was a full bench of buyers from Bradford, Yorkshire, Belgium, France, Germany, America, Japan and the Dominion mills, whilst local buyers were well represented. The competition throughout was strong, keen and vigorous. The class of wool was very good for this time of the year. It was particularly noticeable that very little seedy wool was catalogued, an unusual condition at such a late stage of the season. Crossbred wools predominated, and all that was offered, with the exception of only four lots, was readily disposed of at about the best ruling price for American wools.	[1168, 491, 1371, 728]
article	[60, 1452, 264, 1941]
received-line: Received April 5, 10.50 p.m.	[1435, 1643, 1546, 1654]
wire-credit: By Telegraph.—Press Assn.—Copyright.	[312, 988, 454, 998]
dateline: Wellington, April 5.	[618, 1138, 694, 1148]
body-paragraph: The shipbuilding trade union ballot rejected the employers proposed reduction by 87,026 to 26,451. The National Joint Council of Labor has offered to mediate.—Aus.-N.Z. Cable Assn.	[282, 1303, 485, 1349]
article-headline: NEW ZEALAND'S ADVANTAGES	[296, 1370, 471, 1413]
body-paragraph: MacMahon's eldest son, who was shot during the attack by raiders on his father's hotel, has died. The sole survivor of the outrage is another son, who is still in hospital.	[60, 1394, 264, 1441]
column-6	[1159, 78, 1380, 1988]
body-paragraph: The Court has discriminated between adult males, adult females, and juniors in awarding past bonuses, and it is the same principle is followed in reduc-	[725, 1874, 928, 1921]
body-paragraph: The German specialist, Professor Lederer, is returning from Moscow. He says that Lenin is suffering from insomnia, due to overwork; but that he is curable. The specialist denies the report that Lenin is suffering from cancer.	[503, 887, 706, 945]
article-headline: FOOTBALL.	[1653, 1141, 1771, 1163]
body-paragraph: The War Office has confirmed the despatches announcing a conflict between Japanese troops and the troops of Chita, near Spasskoye, a hundred miles from Vladivostok. Eighty Chitians were killed in battle. Heavy artillery fire is raging.—Aus.-N.Z. Cable Assn.	[1389, 821, 1592, 891]
body-paragraph: At Westfield to-day there was a large yarding of beef, prices being unchanged from last week. Light prime ox and heifer made to 22s per 100lb; prime ox, 18s to 20s; plain, 15s to 17s; prime cow, 15s to 16s; aged, down to 10s.	[1168, 1076, 1371, 1134]
table-cell: Paris (fr.)	[947, 1051, 1000, 1061]
body-paragraph: Jeannes, accused of treachery and betraying Nurse Cavell, was condemned to death.	[1168, 1683, 1371, 1706]
article	[1610, 78, 1814, 467]
table-cell: 16.83	[1091, 1062, 1115, 1072]
subheading: ST. PATRICK'S PROCESSIONS.	[1389, 1697, 1592, 1723]
dateline: Sydney, April 5.	[1518, 1657, 1580, 1668]
dateline: London, April 4.	[409, 1289, 473, 1300]
article-headline: CONDEMNED TO DEATH.	[1183, 1567, 1356, 1611]
body-paragraph: It is interesting to note, in connection with the Arbitration Court's pronouncement, that the Act makes no distinction between bonuses and basic rates, so that any reduction will come off the total rate of remuneration in each case.	[946, 1594, 1149, 1653]
subheading: BELFAST DISTURBANCES.	[60, 853, 264, 879]
body-paragraph: [A Berlin cable on March 20 stated that Professor Lederer, a specialist in internal diseases, had been summoned to Moscow to attend Lenin, who had been seriously ill for some time.]	[503, 949, 706, 996]
dateline: London, April 4.	[631, 245, 694, 256]
table-cell: 25.225	[1119, 1051, 1148, 1061]
subheading: BY ARBITRATION COURT.	[725, 132, 928, 158]
body-paragraph: Other speakers thought Parliament should have been consulted before the agreement was signed.	[60, 710, 264, 733]
wire-credit: By Telegraph.—Press Assn.—Copyright.	[1641, 947, 1783, 957]
received-line: Received April 5, 9.55 p.m.	[1216, 1425, 1322, 1436]
received-line: Received April 5, 10.50 p.m.	[1435, 1545, 1546, 1556]
dateline: London, April 4.	[188, 1380, 252, 1391]
exchange-rates-table	[946, 1041, 1149, 1155]
article-headline: THE EMPIRE.	[316, 78, 451, 100]
body-paragraph: The Court, in computing past bonus alterations, has used six-monthly figures for the purpose of comparison. We have made an alternative computation based on monthly figures. If the figures for March, 1922, are taken, instead of the six monthly moving average for the period October, 1921, to March, 1922, the reduction is greater by 2s per week. We have considered, however, that it would be unjust to make a greater reduction than 5s per week, which, in the case of adult females and juniors.	[946, 1230, 1149, 1360]
dateline: Auckland, Last Night.	[1717, 1272, 1802, 1282]
subheading: QUESTION NOT DETERMINED.	[946, 1364, 1149, 1390]
column-header: Mar. 31.	[1077, 1041, 1115, 1051]
wire-credit: By Telegraph.—Press Assn.—Copyright.	[1420, 1254, 1562, 1264]
body-paragraph: For Coughs and Colds, never fails. Woods' Great Peppermint Cure.	[60, 1917, 264, 1940]
wire-credit: By Telegraph.—Press Association.	[1209, 1050, 1330, 1060]
